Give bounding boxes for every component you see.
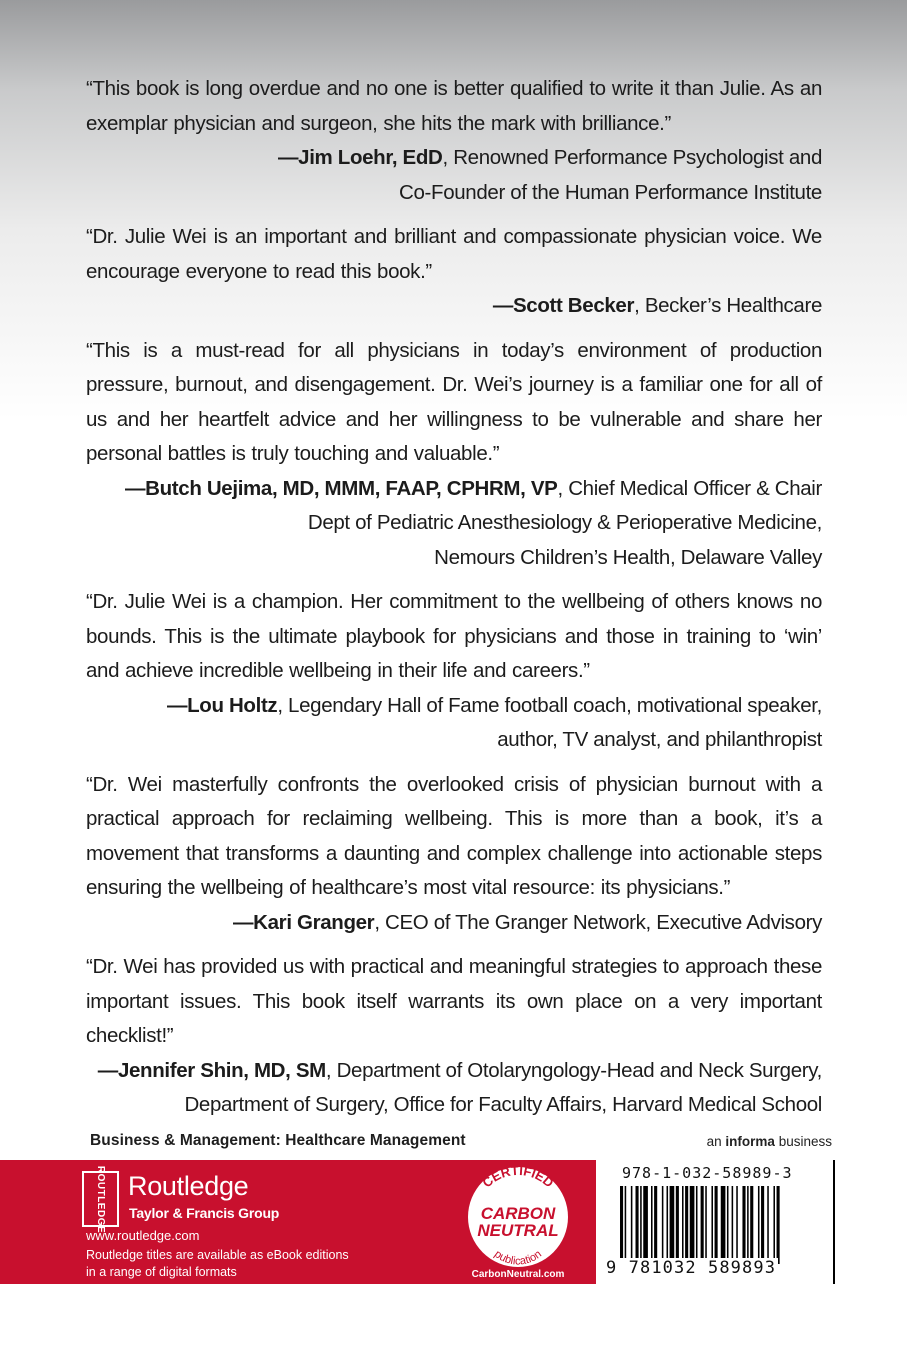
quote-author: —Jennifer Shin, MD, SM	[97, 1058, 326, 1082]
quote-attribution: —Jennifer Shin, MD, SM, Department of Otolaryngology-Head and Neck Surgery, Department of Surgery, Office for Faculty Affairs, Harvard Medical School	[97, 1058, 822, 1116]
informa-suffix: business	[778, 1134, 832, 1149]
informa-brand: informa	[725, 1134, 775, 1149]
ean-number: 9 781032 589893	[606, 1258, 777, 1278]
publisher-url: www.routledge.com	[86, 1228, 200, 1243]
attribution-line: Co-Founder of the Human Performance Institute	[399, 180, 822, 204]
attribution-line: Department of Otolaryngology-Head and Neck Surgery,	[336, 1058, 822, 1082]
attribution-line: author, TV analyst, and philanthropist	[497, 728, 822, 751]
badge-line2: NEUTRAL	[477, 1221, 559, 1240]
quote-attribution: —Lou Holtz, Legendary Hall of Fame football coach, motivational speaker, author, TV analyst, and philanthropist	[166, 693, 822, 751]
attribution-line: Legendary Hall of Fame football coach, motivational speaker,	[288, 693, 822, 717]
quote-author: —Kari Granger	[233, 910, 375, 934]
routledge-logo-icon	[82, 1165, 119, 1233]
ebook-note-line: Routledge titles are available as eBook editions	[86, 1248, 349, 1262]
quote-author: —Butch Uejima, MD, MMM, FAAP, CPHRM, VP	[125, 476, 558, 500]
publisher-name: Routledge	[128, 1171, 249, 1201]
quote-author: —Jim Loehr, EdD	[278, 146, 443, 169]
quote-attribution: —Kari Granger, CEO of The Granger Network, Executive Advisory	[233, 910, 822, 934]
isbn-number: 978-1-032-58989-3	[622, 1164, 793, 1182]
quote-text: “Dr. Wei masterfully confronts the overlooked crisis of physician burnout with a practical approach for reclaiming wellbeing. This is more than a book, it’s a movement that transforms a daunting and complex challenge into actionable steps ensuring the wellbeing of healthcare’s most vital resource: its physicians.”	[86, 772, 822, 899]
publisher-group: Taylor & Francis Group	[129, 1205, 280, 1221]
quote-text: “Dr. Julie Wei is a champion. Her commitment to the wellbeing of others knows no bounds. This is the ultimate playbook for physicians and those in training to ‘win’ and achieve incredible wellbeing in their life and careers.”	[86, 590, 822, 682]
attribution-line: Chief Medical Officer & Chair	[568, 476, 822, 500]
badge-top-text: CERTIFIED	[479, 1165, 557, 1191]
book-category: Business & Management: Healthcare Management	[90, 1132, 466, 1149]
quote-attribution: —Butch Uejima, MD, MMM, FAAP, CPHRM, VP, Chief Medical Officer & Chair Dept of Pediatric Anesthesiology & Perioperative Medicine, Nemours Children’s Health, Delaware Valley	[125, 476, 822, 569]
badge-bottom-text: publication	[491, 1248, 545, 1268]
quote-text: “Dr. Julie Wei is an important and brilliant and compassionate physician voice. We encourage everyone to read this book.”	[86, 225, 822, 283]
attribution-line: Department of Surgery, Office for Faculty Affairs, Harvard Medical School	[184, 1093, 822, 1116]
attribution-line: CEO of The Granger Network, Executive Advisory	[385, 910, 822, 934]
informa-prefix: an	[706, 1134, 722, 1149]
badge-url: CarbonNeutral.com	[471, 1269, 565, 1280]
attribution-line: Renowned Performance Psychologist and	[453, 146, 822, 169]
quote-author: —Scott Becker	[492, 294, 635, 317]
quote-text: “This is a must-read for all physicians in today’s environment of production pressure, burnout, and disengagement. Dr. Wei’s journey is a familiar one for all of us and her heartfelt advice and her willingness to be vulnerable and share her personal battles is truly touching and valuable.”	[86, 338, 822, 465]
badge-line1: CARBON	[480, 1204, 556, 1223]
barcode-icon	[620, 1186, 826, 1264]
quote-text: “Dr. Wei has provided us with practical and meaningful strategies to approach these important issues. This book itself warrants its own place on a very important checklist!”	[86, 955, 822, 1047]
attribution-line: Becker’s Healthcare	[644, 294, 822, 317]
ebook-note-line: in a range of digital formats	[86, 1265, 237, 1279]
endorsements	[86, 72, 822, 1123]
attribution-line: Dept of Pediatric Anesthesiology & Perioperative Medicine,	[307, 511, 822, 534]
ebook-note	[86, 1247, 386, 1281]
quote-text: “This book is long overdue and no one is better qualified to write it than Julie. As an exemplar physician and surgeon, she hits the mark with brilliance.”	[86, 77, 822, 135]
attribution-line: Nemours Children’s Health, Delaware Valley	[434, 545, 822, 569]
quote-attribution: —Jim Loehr, EdD, Renowned Performance Psychologist and Co-Founder of the Human Performance Institute	[278, 146, 822, 204]
quote-attribution: —Scott Becker, Becker’s Healthcare	[492, 294, 822, 317]
informa-tagline	[707, 1134, 832, 1149]
quote-author: —Lou Holtz	[166, 693, 278, 717]
carbon-neutral-badge-icon	[458, 1165, 578, 1280]
routledge-logo-text: ROUTLEDGE	[95, 1165, 106, 1233]
